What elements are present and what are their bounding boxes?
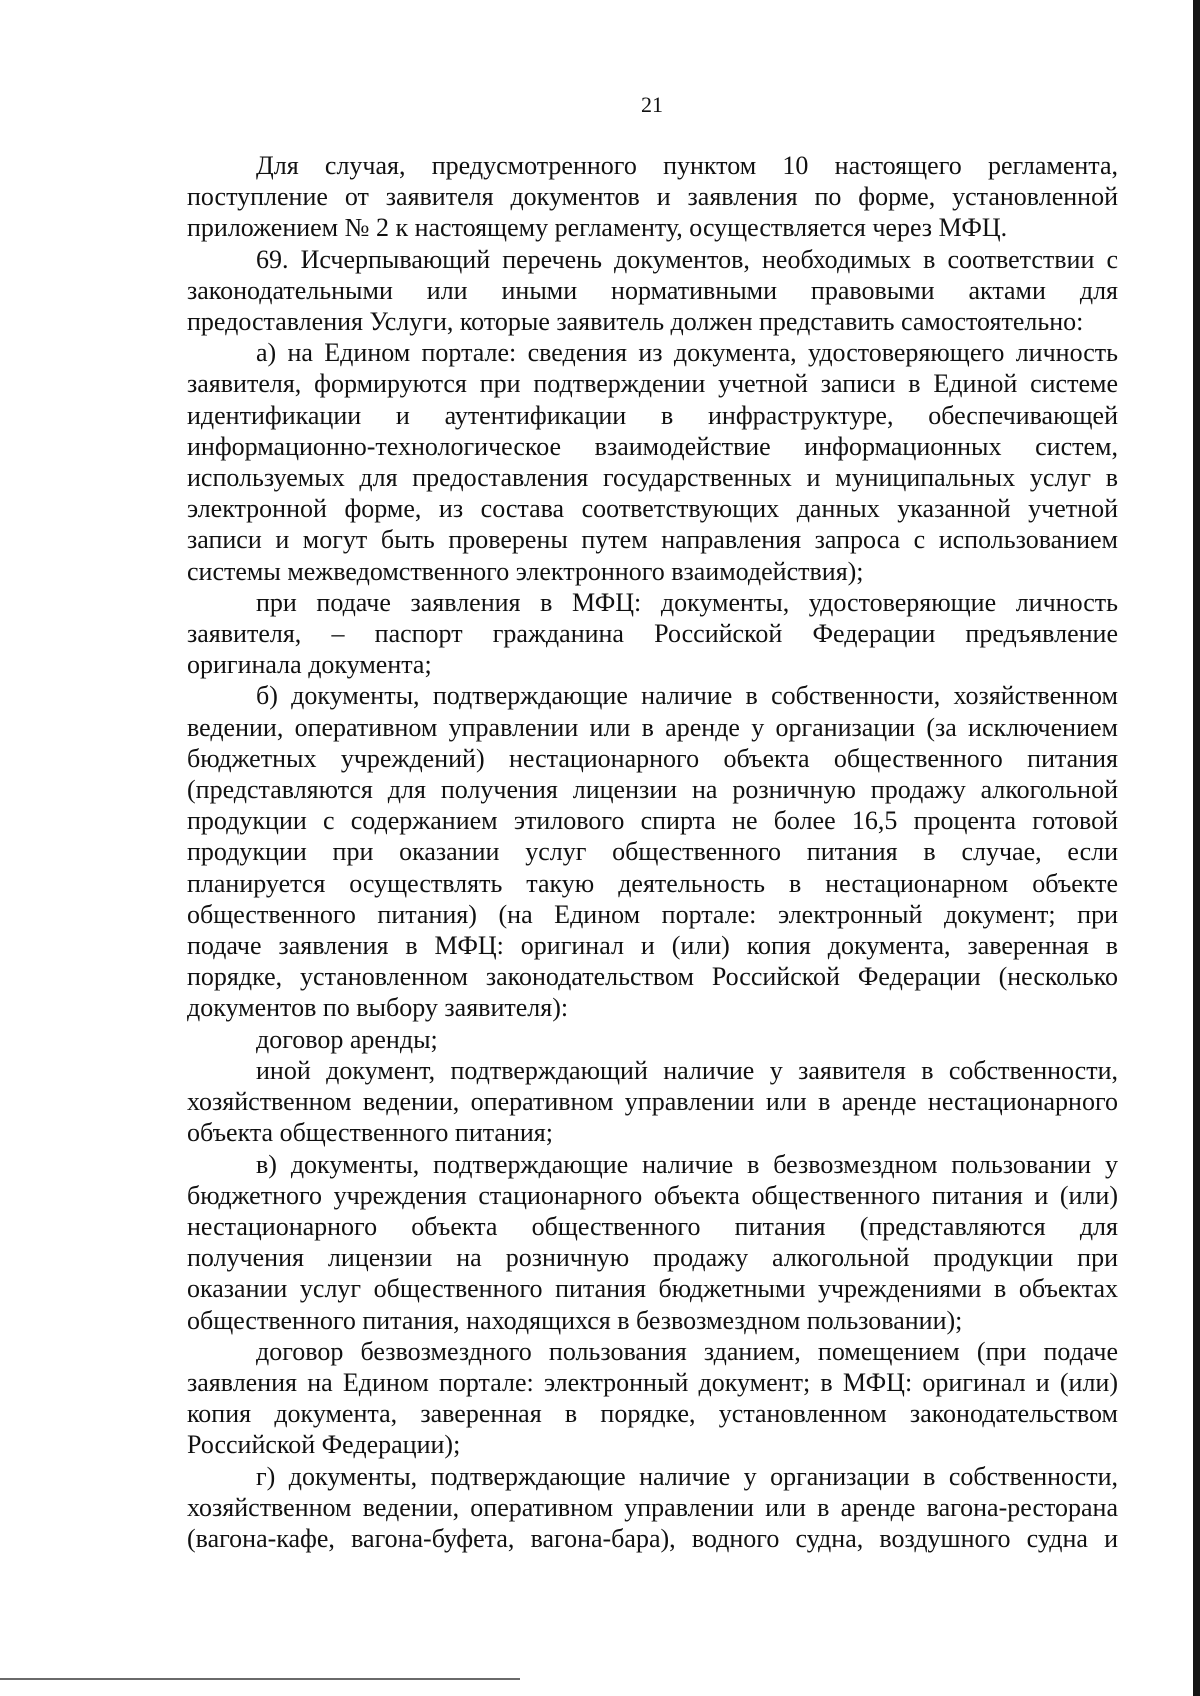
text-line: общественного питания, находящихся в безвозмездном пользовании); bbox=[187, 1305, 963, 1335]
text-line: планируется осуществлять такую деятельность в нестационарном объекте bbox=[187, 868, 1118, 898]
text-line: записи и могут быть проверены путем направления запроса с использованием bbox=[187, 525, 1118, 555]
text-line: (представляются для получения лицензии на розничную продажу алкогольной bbox=[187, 775, 1118, 805]
text-line: системы межведомственного электронного взаимодействия); bbox=[187, 556, 864, 586]
text-line: в) документы, подтверждающие наличие в безвозмездном пользовании у bbox=[256, 1149, 1118, 1179]
text-line: идентификации и аутентификации в инфраструктуре, обеспечивающей bbox=[187, 400, 1118, 430]
text-line: бюджетного учреждения стационарного объекта общественного питания и (или) bbox=[187, 1180, 1118, 1210]
text-line: Для случая, предусмотренного пунктом 10 настоящего регламента, bbox=[256, 151, 1118, 180]
text-line: б) документы, подтверждающие наличие в собственности, хозяйственном bbox=[256, 681, 1118, 711]
text-line: 69. Исчерпывающий перечень документов, необходимых в соответствии с bbox=[256, 244, 1118, 274]
text-line: электронной форме, из состава соответствующих данных указанной учетной bbox=[187, 494, 1118, 524]
text-line: заявителя, – паспорт гражданина Российской Федерации предъявление bbox=[187, 619, 1118, 649]
text-line: а) на Едином портале: сведения из документа, удостоверяющего личность bbox=[256, 338, 1118, 368]
text-line: продукции при оказании услуг общественного питания в случае, если bbox=[187, 837, 1118, 867]
text-line: продукции с содержанием этилового спирта не более 16,5 процента готовой bbox=[187, 806, 1118, 836]
paragraph bbox=[187, 244, 1118, 338]
text-line: при подаче заявления в МФЦ: документы, удостоверяющие личность bbox=[256, 587, 1118, 617]
text-line: Российской Федерации); bbox=[187, 1430, 461, 1460]
text-line: договор безвозмездного пользования зданием, помещением (при подаче bbox=[256, 1336, 1118, 1366]
document-body bbox=[187, 150, 1118, 1554]
paragraph bbox=[187, 150, 1118, 244]
text-line: подаче заявления в МФЦ: оригинал и (или) копия документа, заверенная в bbox=[187, 931, 1118, 961]
text-line: общественного питания) (на Едином портале: электронный документ; при bbox=[187, 899, 1118, 929]
text-line: приложением № 2 к настоящему регламенту, осуществляется через МФЦ. bbox=[187, 213, 1008, 243]
text-line: поступление от заявителя документов и заявления по форме, установленной bbox=[187, 182, 1118, 212]
paragraph bbox=[187, 337, 1118, 587]
text-line: документов по выбору заявителя): bbox=[187, 993, 569, 1023]
text-line: информационно-технологическое взаимодействие информационных систем, bbox=[187, 431, 1118, 461]
text-line: заявления на Едином портале: электронный документ; в МФЦ: оригинал и (или) bbox=[187, 1367, 1118, 1397]
text-line: иной документ, подтверждающий наличие у заявителя в собственности, bbox=[256, 1055, 1118, 1085]
text-line: бюджетных учреждений) нестационарного объекта общественного питания bbox=[187, 743, 1118, 773]
text-line: хозяйственном ведении, оперативном управлении или в аренде нестационарного bbox=[187, 1087, 1118, 1117]
paragraph bbox=[187, 1336, 1118, 1461]
paragraph bbox=[187, 1024, 1118, 1055]
text-line: нестационарного объекта общественного питания (представляются для bbox=[187, 1211, 1118, 1241]
text-line: оригинала документа; bbox=[187, 650, 432, 680]
text-line: заявителя, формируются при подтверждении учетной записи в Единой системе bbox=[187, 369, 1118, 399]
page-number: 21 bbox=[641, 92, 663, 117]
text-line: законодательными или иными нормативными правовыми актами для bbox=[187, 275, 1118, 305]
paragraph bbox=[187, 1055, 1118, 1149]
scan-border-right bbox=[1193, 0, 1200, 1696]
text-line: объекта общественного питания; bbox=[187, 1118, 553, 1148]
text-line: г) документы, подтверждающие наличие у организации в собственности, bbox=[256, 1461, 1118, 1491]
text-line: хозяйственном ведении, оперативном управлении или в аренде вагона-ресторана bbox=[187, 1492, 1118, 1522]
paragraph bbox=[187, 680, 1118, 1023]
paragraph bbox=[187, 587, 1118, 681]
text-line: используемых для предоставления государственных и муниципальных услуг в bbox=[187, 463, 1118, 493]
paragraph bbox=[187, 1461, 1118, 1555]
text-line: оказании услуг общественного питания бюджетными учреждениями в объектах bbox=[187, 1274, 1118, 1304]
text-line: получения лицензии на розничную продажу алкогольной продукции при bbox=[187, 1243, 1118, 1273]
paragraph bbox=[187, 1149, 1118, 1336]
scan-border-bottom bbox=[0, 1678, 520, 1680]
text-line: договор аренды; bbox=[256, 1024, 438, 1054]
text-line: предоставления Услуги, которые заявитель должен представить самостоятельно: bbox=[187, 307, 1084, 337]
text-line: (вагона-кафе, вагона-буфета, вагона-бара), водного судна, воздушного судна и bbox=[187, 1523, 1118, 1553]
text-line: копия документа, заверенная в порядке, установленном законодательством bbox=[187, 1399, 1118, 1429]
text-line: порядке, установленном законодательством Российской Федерации (несколько bbox=[187, 962, 1118, 992]
text-line: ведении, оперативном управлении или в аренде у организации (за исключением bbox=[187, 712, 1118, 742]
